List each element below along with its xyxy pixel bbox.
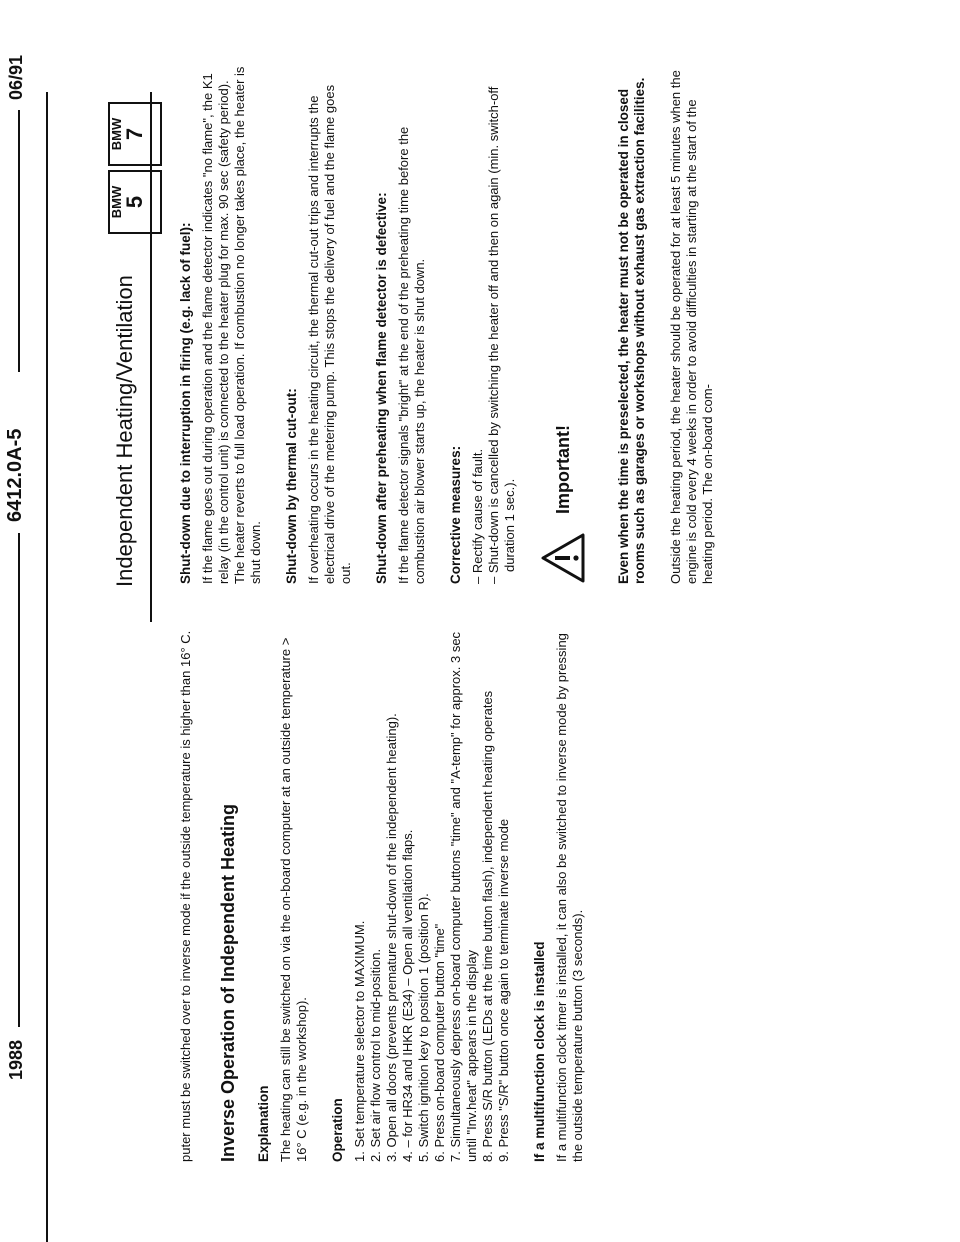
corrective-item: – Shut-down is cancelled by switching the heater off and then on again (min. switch-off duration 1 sec.).	[486, 86, 517, 584]
bmw-5-badge	[108, 170, 162, 234]
corrective-item: – Rectify cause of fault.	[470, 448, 485, 584]
left-column	[178, 64, 736, 584]
operation-step: 1. Set temperature selector to MAXIMUM.	[352, 920, 367, 1162]
operation-step: 3. Open all doors (prevents premature shut-down of the independent heating).	[384, 713, 399, 1162]
heading-firing-interruption: Shut-down due to interruption in firing (e.g. lack of fuel):	[178, 222, 193, 584]
bmw-7-badge	[108, 102, 162, 166]
page-year: 1988	[6, 1039, 26, 1080]
text-thermal-cutout: If overheating occurs in the heating circuit, the thermal cut-out trips and interrupts the electrical drive of the metering pump. This stops the delivery of fuel and the flame goes out.	[306, 84, 353, 584]
logo-left-brand: BMW	[109, 185, 124, 219]
header-rule-right	[18, 533, 20, 1027]
text-off-season: Outside the heating period, the heater should be operated for at least 5 minutes when the engine is cold every 4 weeks in order to avoid difficulties in starting at the start of the heating period. The on-board com-	[668, 70, 715, 584]
heading-thermal-cutout: Shut-down by thermal cut-out:	[284, 388, 299, 584]
header-rule-left	[18, 110, 20, 372]
logo-right-brand: BMW	[109, 117, 124, 151]
operation-steps	[352, 622, 512, 1162]
text-firing-interruption: If the flame goes out during operation and the flame detector indicates "no flame", the K1 relay (in the control unit) is connected to the heater plug for max. 90 sec (safety period). The heater reverts to full load operation. If combustion no longer takes place, the heater is shut down.	[200, 66, 263, 584]
text-explanation: The heating can still be switched on via the on-board computer at an outside temperature > 16° C (e.g. in the workshop).	[278, 637, 309, 1162]
heading-flame-detector: Shut-down after preheating when flame detector is defective:	[374, 192, 389, 584]
section-title-rule	[150, 92, 152, 622]
heading-operation: Operation	[330, 1098, 345, 1162]
page-date: 06/91	[6, 54, 26, 100]
logo-left-series: 5	[122, 195, 147, 209]
text-flame-detector: If the flame detector signals "bright" at the end of the preheating time before the combustion air blower starts up, the heater is shut down.	[396, 126, 427, 584]
operation-step: 6. Press on-board computer button "time"	[432, 923, 447, 1162]
heading-corrective: Corrective measures:	[448, 445, 463, 584]
text-multifunction-clock: If a multifunction clock timer is installed, it can also be switched to inverse mode by pressing the outside temperature button (3 seconds).	[554, 633, 585, 1162]
header-vertical-rule	[46, 92, 48, 1242]
warning-text: Even when the time is preselected, the heater must not be operated in closed rooms such as garages or workshops without exhaust gas extraction facilities.	[616, 77, 647, 584]
operation-step: 8. Press S/R button (LEDs at the time button flash), independent heating operates	[480, 690, 495, 1162]
logo-right-series: 7	[122, 127, 147, 141]
section-title: Independent Heating/Ventilation	[112, 275, 137, 587]
bmw-logo	[108, 94, 162, 234]
corrective-list	[470, 64, 518, 584]
operation-step: 9. Press "S/R" button once again to terminate inverse mode	[496, 818, 511, 1162]
warning-icon	[540, 532, 586, 584]
operation-step: 5. Switch ignition key to position 1 (position R).	[416, 893, 431, 1162]
operation-step: 7. Simultaneously depress on-board computer buttons "time" and "A-temp" for approx. 3 sec until "Inv.heat" appears in the display	[448, 631, 479, 1162]
heading-multifunction-clock: If a multifunction clock is installed	[532, 941, 547, 1162]
heading-explanation: Explanation	[256, 1085, 271, 1162]
operation-step: 2. Set air flow control to mid-position.	[368, 948, 383, 1162]
page-code: 6412.0A-5	[4, 428, 26, 522]
right-column	[178, 622, 606, 1162]
heading-inverse-operation: Inverse Operation of Independent Heating	[218, 803, 238, 1162]
warning-block	[540, 64, 586, 584]
warning-label: Important!	[553, 425, 573, 514]
operation-step: 4. – for HR34 and IHKR (E34) – Open all ventilation flaps.	[400, 829, 415, 1162]
text-continued: puter must be switched over to inverse mode if the outside temperature is higher than 16° C.	[178, 630, 193, 1162]
